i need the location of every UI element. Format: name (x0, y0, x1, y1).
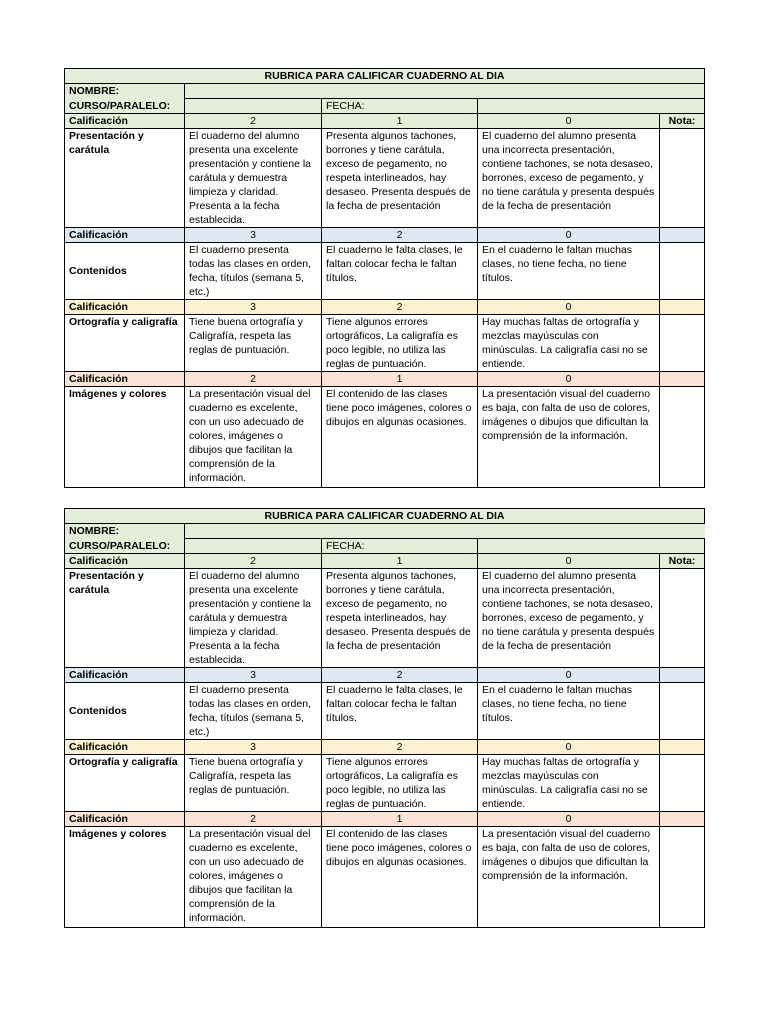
score-low: 0 (478, 228, 660, 243)
fecha-label: FECHA: (322, 99, 478, 114)
nota-cell (660, 740, 705, 755)
descriptor-cell: La presentación visual del cuaderno es baja, con falta de uso de colores, imágenes o dibujos que dificultan la comprensión de la información. (478, 387, 660, 488)
descriptor-cell: El cuaderno le falta clases, le faltan colocar fecha le faltan títulos. (322, 683, 478, 740)
score-mid: 2 (322, 300, 478, 315)
descriptor-cell: El cuaderno del alumno presenta una incorrecta presentación, contiene tachones, se nota desaseo, borrones, exceso de pegamento, y no tiene carátula y presenta después de la fecha de presentación (478, 129, 660, 228)
rubric-table-1 (64, 68, 704, 488)
score-low: 0 (478, 372, 660, 387)
nota-cell (660, 812, 705, 827)
descriptor-cell: Hay muchas faltas de ortografía y mezclas mayúsculas con minúsculas. La caligrafía casi no se entiende. (478, 755, 660, 812)
curso-field[interactable] (185, 539, 322, 554)
score-high: 2 (185, 114, 322, 129)
nota-field[interactable] (660, 683, 705, 740)
curso-field[interactable] (185, 99, 322, 114)
calificacion-label: Calificación (65, 114, 185, 129)
nota-label: Nota: (660, 554, 705, 569)
criterion-ortografia: Ortografía y caligrafía (65, 315, 185, 372)
descriptor-cell: La presentación visual del cuaderno es excelente, con un uso adecuado de colores, imágenes o dibujos que facilitan la comprensión de la información. (185, 387, 322, 488)
descriptor-cell: Tiene buena ortografía y Caligrafía, respeta las reglas de puntuación. (185, 315, 322, 372)
score-low: 0 (478, 668, 660, 683)
nota-field[interactable] (660, 315, 705, 372)
rubric-table-2 (64, 508, 704, 928)
descriptor-cell: El cuaderno del alumno presenta una excelente presentación y contiene la carátula y demuestra limpieza y claridad. Presenta a la fecha establecida. (185, 569, 322, 668)
descriptor-cell: El cuaderno presenta todas las clases en orden, fecha, títulos (semana 5, etc.) (185, 243, 322, 300)
score-mid: 1 (322, 114, 478, 129)
nota-field[interactable] (660, 755, 705, 812)
descriptor-cell: El cuaderno del alumno presenta una incorrecta presentación, contiene tachones, se nota desaseo, borrones, exceso de pegamento, y no tiene carátula y presenta después de la fecha de presentación (478, 569, 660, 668)
descriptor-cell: En el cuaderno le faltan muchas clases, no tiene fecha, no tiene títulos. (478, 243, 660, 300)
descriptor-cell: Tiene algunos errores ortográficos, La caligrafía es poco legible, no utiliza las reglas de puntuación. (322, 755, 478, 812)
criterion-presentacion: Presentación y carátula (65, 129, 185, 228)
descriptor-cell: Tiene algunos errores ortográficos, La caligrafía es poco legible, no utiliza las reglas de puntuación. (322, 315, 478, 372)
nota-field[interactable] (660, 569, 705, 668)
score-high: 2 (185, 554, 322, 569)
fecha-label: FECHA: (322, 539, 478, 554)
nombre-field[interactable] (185, 524, 705, 539)
calificacion-label: Calificación (65, 300, 185, 315)
score-mid: 2 (322, 740, 478, 755)
nombre-label: NOMBRE: (65, 84, 185, 99)
descriptor-cell: En el cuaderno le faltan muchas clases, no tiene fecha, no tiene títulos. (478, 683, 660, 740)
descriptor-cell: El contenido de las clases tiene poco imágenes, colores o dibujos en algunas ocasiones. (322, 387, 478, 488)
descriptor-cell: La presentación visual del cuaderno es excelente, con un uso adecuado de colores, imágenes o dibujos que facilitan la comprensión de la información. (185, 827, 322, 928)
descriptor-cell: El cuaderno del alumno presenta una excelente presentación y contiene la carátula y demuestra limpieza y claridad. Presenta a la fecha establecida. (185, 129, 322, 228)
criterion-presentacion: Presentación y carátula (65, 569, 185, 668)
score-high: 3 (185, 740, 322, 755)
rubric-title: RUBRICA PARA CALIFICAR CUADERNO AL DIA (65, 509, 705, 524)
score-low: 0 (478, 114, 660, 129)
descriptor-cell: El cuaderno presenta todas las clases en orden, fecha, títulos (semana 5, etc.) (185, 683, 322, 740)
criterion-contenidos: Contenidos (65, 243, 185, 300)
score-mid: 2 (322, 668, 478, 683)
nota-cell (660, 228, 705, 243)
score-low: 0 (478, 554, 660, 569)
fecha-field[interactable] (478, 99, 705, 114)
nota-cell (660, 668, 705, 683)
score-high: 3 (185, 300, 322, 315)
score-high: 3 (185, 668, 322, 683)
curso-label: CURSO/PARALELO: (65, 99, 185, 114)
nota-field[interactable] (660, 387, 705, 488)
nota-cell (660, 372, 705, 387)
score-low: 0 (478, 300, 660, 315)
nombre-label: NOMBRE: (65, 524, 185, 539)
calificacion-label: Calificación (65, 228, 185, 243)
score-mid: 1 (322, 372, 478, 387)
descriptor-cell: Hay muchas faltas de ortografía y mezclas mayúsculas con minúsculas. La caligrafía casi no se entiende. (478, 315, 660, 372)
score-mid: 1 (322, 812, 478, 827)
score-low: 0 (478, 812, 660, 827)
calificacion-label: Calificación (65, 812, 185, 827)
nota-label: Nota: (660, 114, 705, 129)
calificacion-label: Calificación (65, 668, 185, 683)
descriptor-cell: El contenido de las clases tiene poco imágenes, colores o dibujos en algunas ocasiones. (322, 827, 478, 928)
nota-field[interactable] (660, 827, 705, 928)
nota-field[interactable] (660, 243, 705, 300)
descriptor-cell: Presenta algunos tachones, borrones y tiene carátula, exceso de pegamento, no respeta interlineados, hay desaseo. Presenta después de la fecha de presentación (322, 569, 478, 668)
curso-label: CURSO/PARALELO: (65, 539, 185, 554)
rubric-title: RUBRICA PARA CALIFICAR CUADERNO AL DIA (65, 69, 705, 84)
score-high: 2 (185, 372, 322, 387)
criterion-contenidos: Contenidos (65, 683, 185, 740)
calificacion-label: Calificación (65, 740, 185, 755)
score-mid: 2 (322, 228, 478, 243)
descriptor-cell: El cuaderno le falta clases, le faltan colocar fecha le faltan títulos. (322, 243, 478, 300)
nota-field[interactable] (660, 129, 705, 228)
fecha-field[interactable] (478, 539, 705, 554)
score-mid: 1 (322, 554, 478, 569)
nota-cell (660, 300, 705, 315)
calificacion-label: Calificación (65, 372, 185, 387)
descriptor-cell: Tiene buena ortografía y Caligrafía, respeta las reglas de puntuación. (185, 755, 322, 812)
score-low: 0 (478, 740, 660, 755)
descriptor-cell: La presentación visual del cuaderno es baja, con falta de uso de colores, imágenes o dibujos que dificultan la comprensión de la información. (478, 827, 660, 928)
nombre-field[interactable] (185, 84, 705, 99)
score-high: 3 (185, 228, 322, 243)
criterion-ortografia: Ortografía y caligrafía (65, 755, 185, 812)
descriptor-cell: Presenta algunos tachones, borrones y tiene carátula, exceso de pegamento, no respeta interlineados, hay desaseo. Presenta después de la fecha de presentación (322, 129, 478, 228)
score-high: 2 (185, 812, 322, 827)
criterion-imagenes: Imágenes y colores (65, 387, 185, 488)
criterion-imagenes: Imágenes y colores (65, 827, 185, 928)
calificacion-label: Calificación (65, 554, 185, 569)
